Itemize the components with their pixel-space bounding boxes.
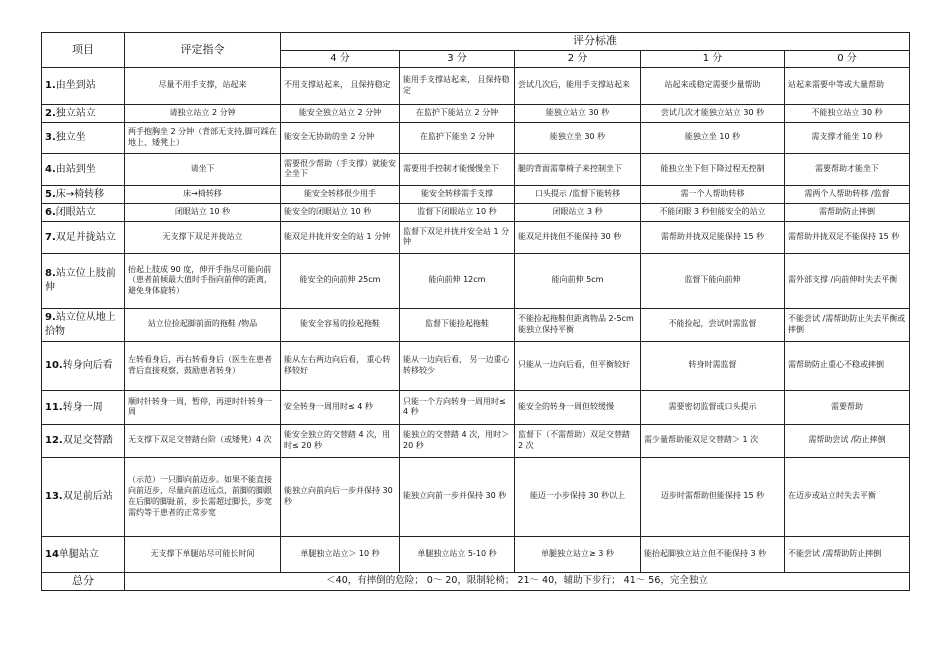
score-2-cell: 能迈一小步保持 30 秒以上 (515, 457, 641, 536)
score-4-cell: 能安全无协助的坐 2 分钟 (281, 122, 400, 153)
score-2-cell: 能双足并拢但不能保持 30 秒 (515, 221, 641, 253)
score-1-cell: 站起来或稳定需要少量帮助 (641, 67, 785, 104)
score-0-cell: 需帮助尝试 /防止摔倒 (785, 424, 910, 457)
score-3-cell: 能从一边向后看， 另一边重心转移较少 (400, 341, 515, 390)
score-2-cell: 单腿独立站立≥ 3 秒 (515, 536, 641, 572)
table-row (42, 457, 910, 536)
item-number: 6. (45, 206, 56, 218)
score-0-cell: 不能独立站立 30 秒 (785, 104, 910, 122)
header-score-1: 1 分 (641, 50, 785, 67)
instruction-cell: 无支撑下双足并拢站立 (125, 221, 281, 253)
assessment-table (41, 32, 910, 591)
score-1-cell: 需一个人帮助转移 (641, 185, 785, 203)
score-1-cell: 不能捡起，尝试时需监督 (641, 308, 785, 341)
score-1-cell: 转身时需监督 (641, 341, 785, 390)
score-3-cell: 只能一个方向转身一周用时≤ 4 秒 (400, 390, 515, 424)
item-cell (42, 341, 125, 390)
score-1-cell: 需帮助并拢双足能保持 15 秒 (641, 221, 785, 253)
table-row (42, 424, 910, 457)
score-4-cell: 能安全转移很少用手 (281, 185, 400, 203)
item-number: 2. (45, 107, 56, 119)
score-0-cell: 在迈步或站立时失去平衡 (785, 457, 910, 536)
score-0-cell: 需外部支撑 /向前伸时失去平衡 (785, 253, 910, 308)
item-number: 8. (45, 268, 56, 280)
score-4-cell: 能安全独立站立 2 分钟 (281, 104, 400, 122)
score-2-cell: 能独立站立 30 秒 (515, 104, 641, 122)
instruction-cell: 闭眼站立 10 秒 (125, 203, 281, 221)
score-4-cell: 单腿独立站立＞ 10 秒 (281, 536, 400, 572)
item-name: 独立坐 (55, 132, 86, 144)
total-interpretation: ＜40，有摔倒的危险； 0～ 20，限制轮椅； 21～ 40，辅助下步行； 41～ 56，完全独立 (125, 572, 910, 590)
score-0-cell: 需要帮助 (785, 390, 910, 424)
score-0-cell: 不能尝试 /需帮助防止摔倒 (785, 536, 910, 572)
score-4-cell: 能双足并拢并安全的站 1 分钟 (281, 221, 400, 253)
item-name: 站立位从地上拾物 (45, 312, 116, 337)
item-cell (42, 536, 125, 572)
score-3-cell: 能向前伸 12cm (400, 253, 515, 308)
item-number: 4. (45, 163, 56, 175)
header-standard: 评分标准 (281, 33, 910, 51)
score-4-cell: 能安全容易的捡起拖鞋 (281, 308, 400, 341)
score-3-cell: 需要用手控制才能慢慢坐下 (400, 153, 515, 185)
item-cell (42, 221, 125, 253)
score-1-cell: 迈步时需帮助但能保持 15 秒 (641, 457, 785, 536)
instruction-cell: 抬起上肢成 90 度，伸开手指尽可能向前（患者前倾最大值时手指向前伸的距离，避免身体旋转） (125, 253, 281, 308)
item-cell (42, 390, 125, 424)
table-row (42, 308, 910, 341)
item-number: 12. (45, 435, 63, 447)
score-0-cell: 需帮助并拢双足不能保持 15 秒 (785, 221, 910, 253)
item-name: 双足并拢站立 (55, 231, 116, 243)
score-1-cell: 能抬起脚独立站立但不能保持 3 秒 (641, 536, 785, 572)
table-row (42, 67, 910, 104)
score-2-cell: 能独立坐 30 秒 (515, 122, 641, 153)
score-2-cell: 能向前伸 5cm (515, 253, 641, 308)
table-row (42, 341, 910, 390)
instruction-cell: 床→椅转移 (125, 185, 281, 203)
score-0-cell: 需要帮助才能坐下 (785, 153, 910, 185)
table-row (42, 253, 910, 308)
item-cell (42, 153, 125, 185)
instruction-cell: 左转看身后，再右转看身后（医生在患者背后直接观察，鼓励患者转身） (125, 341, 281, 390)
instruction-cell: 无支撑下双足交替踏台阶（或矮凳）4 次 (125, 424, 281, 457)
score-3-cell: 能安全转移需手支撑 (400, 185, 515, 203)
item-cell (42, 253, 125, 308)
item-cell (42, 424, 125, 457)
instruction-cell: 请坐下 (125, 153, 281, 185)
item-name: 闭眼站立 (55, 206, 96, 218)
item-cell (42, 67, 125, 104)
score-1-cell: 需少量帮助能双足交替踏＞ 1 次 (641, 424, 785, 457)
score-4-cell: 能独立向前向后一步并保持 30 秒 (281, 457, 400, 536)
score-2-cell: 能安全的转身一周但较缓慢 (515, 390, 641, 424)
score-4-cell: 需要很少帮助（手支撑）就能安全坐下 (281, 153, 400, 185)
berg-balance-scale-sheet (41, 32, 910, 591)
instruction-cell: 无支撑下单腿站尽可能长时间 (125, 536, 281, 572)
score-4-cell: 能安全独立的交替踏 4 次，用时≤ 20 秒 (281, 424, 400, 457)
item-name: 由坐到站 (55, 80, 96, 92)
score-4-cell: 能安全的闭眼站立 10 秒 (281, 203, 400, 221)
item-number: 3. (45, 132, 56, 144)
item-name: 双足交替踏 (62, 435, 113, 447)
table-row (42, 122, 910, 153)
score-4-cell: 能安全的向前伸 25cm (281, 253, 400, 308)
total-label: 总分 (42, 572, 125, 590)
item-number: 1. (45, 80, 56, 92)
item-cell (42, 457, 125, 536)
score-2-cell: 只能从一边向后看，但平衡较好 (515, 341, 641, 390)
item-name: 站立位上肢前伸 (45, 268, 116, 293)
score-1-cell: 需要密切监督或口头提示 (641, 390, 785, 424)
header-item: 项目 (42, 33, 125, 68)
table-row (42, 153, 910, 185)
score-3-cell: 监督下闭眼站立 10 秒 (400, 203, 515, 221)
score-1-cell: 能独立坐下但下降过程无控制 (641, 153, 785, 185)
item-cell (42, 308, 125, 341)
item-name: 独立站立 (55, 107, 96, 119)
score-2-cell: 监督下（不需帮助）双足交替踏 2 次 (515, 424, 641, 457)
item-number: 11. (45, 401, 63, 413)
instruction-cell: 站立位捡起脚前面的拖鞋 /物品 (125, 308, 281, 341)
item-name: 单腿站立 (58, 548, 99, 560)
table-row (42, 203, 910, 221)
score-1-cell: 尝试几次才能独立站立 30 秒 (641, 104, 785, 122)
score-0-cell: 需支撑才能坐 10 秒 (785, 122, 910, 153)
score-3-cell: 在监护下能坐 2 分钟 (400, 122, 515, 153)
score-4-cell: 能从左右两边向后看， 重心转移较好 (281, 341, 400, 390)
header-score-3: 3 分 (400, 50, 515, 67)
score-3-cell: 单腿独立站立 5-10 秒 (400, 536, 515, 572)
item-cell (42, 104, 125, 122)
score-1-cell: 能独立坐 10 秒 (641, 122, 785, 153)
table-row (42, 390, 910, 424)
score-3-cell: 能用手支撑站起来， 且保持稳定 (400, 67, 515, 104)
score-2-cell: 闭眼站立 3 秒 (515, 203, 641, 221)
table-row (42, 104, 910, 122)
instruction-cell: 顺时针转身一周，暂停，再逆时针转身一周 (125, 390, 281, 424)
instruction-cell: （示范）一只脚向前迈步。如果不能直接向前迈步，尽量向前迈远点，前脚的脚跟在后脚的脚趾前，步长需超过脚长，步宽需约等于患者的正常步宽 (125, 457, 281, 536)
item-cell (42, 122, 125, 153)
item-number: 14 (45, 548, 59, 560)
table-row (42, 221, 910, 253)
score-3-cell: 监督下双足并拢并安全站 1 分钟 (400, 221, 515, 253)
item-number: 7. (45, 231, 56, 243)
score-0-cell: 需帮助防止重心不稳或摔倒 (785, 341, 910, 390)
item-name: 转身向后看 (62, 360, 113, 372)
item-number: 5. (45, 188, 56, 200)
score-1-cell: 监督下能向前伸 (641, 253, 785, 308)
header-score-4: 4 分 (281, 50, 400, 67)
score-3-cell: 监督下能捡起拖鞋 (400, 308, 515, 341)
score-3-cell: 能独立向前一步并保持 30 秒 (400, 457, 515, 536)
header-score-2: 2 分 (515, 50, 641, 67)
header-score-0: 0 分 (785, 50, 910, 67)
instruction-cell: 请独立站立 2 分钟 (125, 104, 281, 122)
score-3-cell: 在监护下能站立 2 分钟 (400, 104, 515, 122)
item-number: 10. (45, 360, 63, 372)
item-name: 由站到坐 (55, 163, 96, 175)
instruction-cell: 尽量不用手支撑，站起来 (125, 67, 281, 104)
item-number: 9. (45, 312, 56, 324)
score-4-cell: 不用支撑站起来， 且保持稳定 (281, 67, 400, 104)
table-row (42, 536, 910, 572)
score-3-cell: 能独立的交替踏 4 次，用时＞ 20 秒 (400, 424, 515, 457)
score-4-cell: 安全转身一周用时≤ 4 秒 (281, 390, 400, 424)
item-name: 转身一周 (62, 401, 103, 413)
score-0-cell: 不能尝试 /需帮助防止失去平衡或摔倒 (785, 308, 910, 341)
table-row (42, 185, 910, 203)
score-2-cell: 不能捡起拖鞋但距离物品 2-5cm 能独立保持平衡 (515, 308, 641, 341)
score-2-cell: 口头提示 /监督下能转移 (515, 185, 641, 203)
score-0-cell: 需两个人帮助转移 /监督 (785, 185, 910, 203)
item-name: 双足前后站 (62, 491, 113, 503)
instruction-cell: 两手抱胸坐 2 分钟（背部无支持,脚可踩在地上、矮凳上） (125, 122, 281, 153)
score-2-cell: 腿的背面需靠椅子来控制坐下 (515, 153, 641, 185)
header-instruction: 评定指令 (125, 33, 281, 68)
score-2-cell: 尝试几次后，能用手支撑站起来 (515, 67, 641, 104)
score-1-cell: 不能闭眼 3 秒但能安全的站立 (641, 203, 785, 221)
item-name: 床→椅转移 (55, 188, 105, 200)
item-cell (42, 203, 125, 221)
item-cell (42, 185, 125, 203)
score-0-cell: 站起来需要中等或大量帮助 (785, 67, 910, 104)
score-0-cell: 需帮助防止摔倒 (785, 203, 910, 221)
item-number: 13. (45, 491, 63, 503)
